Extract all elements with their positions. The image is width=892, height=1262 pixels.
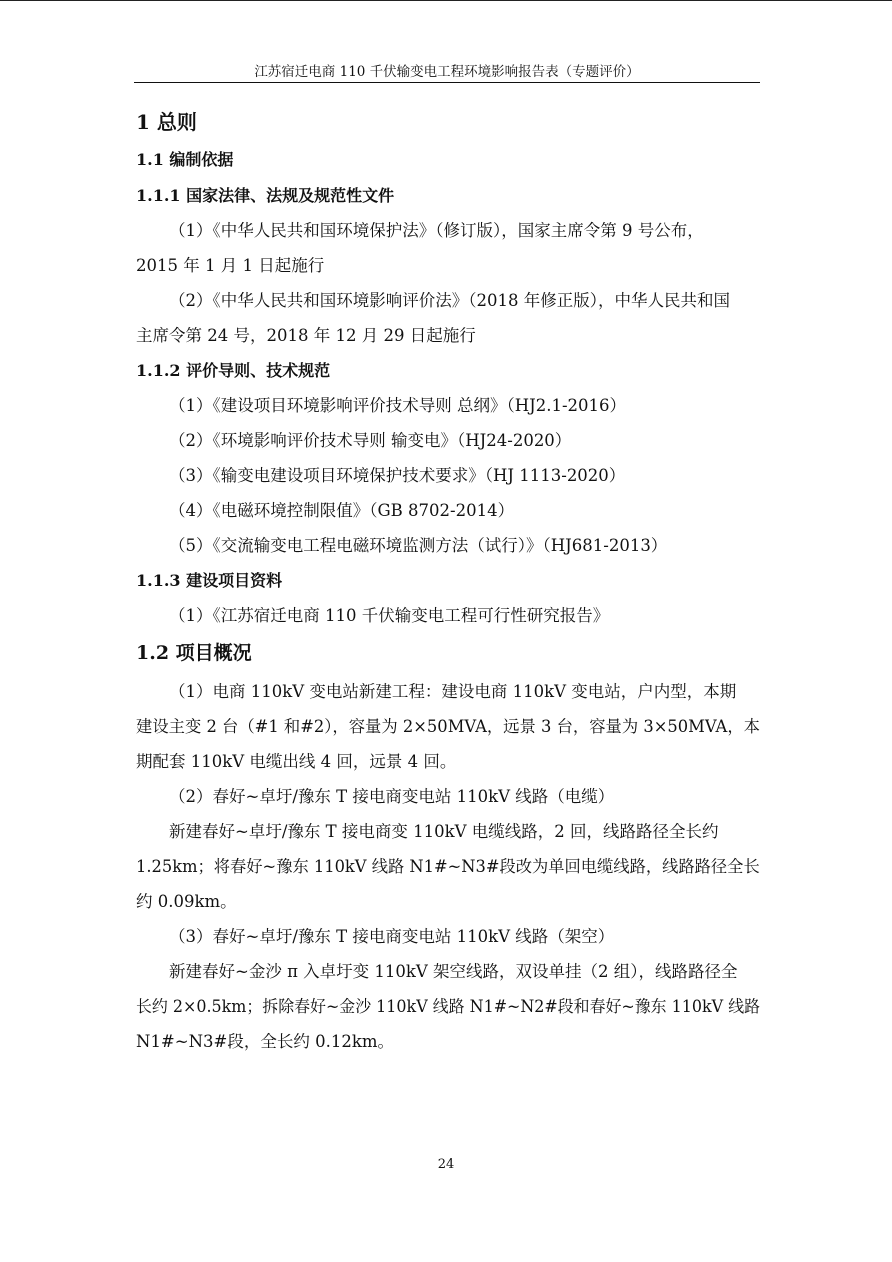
subsection-heading-guidelines: 1.1.2 评价导则、技术规范 <box>136 361 331 380</box>
paragraph-line: 长约 2×0.5km；拆除春好~金沙 110kV 线路 N1#~N2#段和春好~豫东 110kV 线路 <box>136 997 761 1016</box>
list-item: （1）《江苏宿迁电商 110 千伏输变电工程可行性研究报告》 <box>169 606 610 625</box>
paragraph-line: 主席令第 24 号，2018 年 12 月 29 日起施行 <box>136 326 476 345</box>
paragraph-line: 期配套 110kV 电缆出线 4 回，远景 4 回。 <box>136 752 457 771</box>
chapter-heading: 1 总则 <box>136 110 197 134</box>
paragraph-line: （1）《中华人民共和国环境保护法》（修订版），国家主席令第 9 号公布， <box>169 221 704 240</box>
running-header: 江苏宿迁电商 110 千伏输变电工程环境影响报告表（专题评价） <box>254 64 640 80</box>
paragraph-line: （1）电商 110kV 变电站新建工程：建设电商 110kV 变电站，户内型，本期 <box>169 682 737 701</box>
list-item: （1）《建设项目环境影响评价技术导则 总纲》（HJ2.1-2016） <box>169 396 627 415</box>
paragraph-line: （2）春好~卓圩/豫东 T 接电商变电站 110kV 线路（电缆） <box>169 787 615 806</box>
page-number: 24 <box>437 1157 455 1172</box>
list-item: （4）《电磁环境控制限值》（GB 8702-2014） <box>169 501 515 520</box>
paragraph-line: （2）《中华人民共和国环境影响评价法》（2018 年修正版），中华人民共和国 <box>169 291 730 310</box>
paragraph-line: 约 0.09km。 <box>136 892 237 911</box>
page-top-border <box>0 0 892 1</box>
list-item: （5）《交流输变电工程电磁环境监测方法（试行）》（HJ681-2013） <box>169 536 668 555</box>
list-item: （3）《输变电建设项目环境保护技术要求》（HJ 1113-2020） <box>169 466 626 485</box>
subsection-heading-project-data: 1.1.3 建设项目资料 <box>136 571 283 590</box>
paragraph-line: 新建春好~金沙 π 入卓圩变 110kV 架空线路，双设单挂（2 组），线路路径全 <box>169 962 738 981</box>
paragraph-line: 新建春好~卓圩/豫东 T 接电商变 110kV 电缆线路，2 回，线路路径全长约 <box>169 822 719 841</box>
paragraph-line: 1.25km；将春好~豫东 110kV 线路 N1#~N3#段改为单回电缆线路，线路路径全长 <box>136 857 760 876</box>
paragraph-line: （3）春好~卓圩/豫东 T 接电商变电站 110kV 线路（架空） <box>169 927 615 946</box>
subsection-heading-laws: 1.1.1 国家法律、法规及规范性文件 <box>136 186 395 205</box>
section-heading-basis: 1.1 编制依据 <box>136 150 234 169</box>
header-rule <box>134 82 760 83</box>
paragraph-line: 2015 年 1 月 1 日起施行 <box>136 256 325 275</box>
list-item: （2）《环境影响评价技术导则 输变电》（HJ24-2020） <box>169 431 572 450</box>
paragraph-line: 建设主变 2 台（#1 和#2），容量为 2×50MVA，远景 3 台，容量为 3×50MVA，本 <box>136 717 760 736</box>
section-heading-overview: 1.2 项目概况 <box>136 642 252 664</box>
paragraph-line: N1#~N3#段，全长约 0.12km。 <box>136 1032 394 1051</box>
